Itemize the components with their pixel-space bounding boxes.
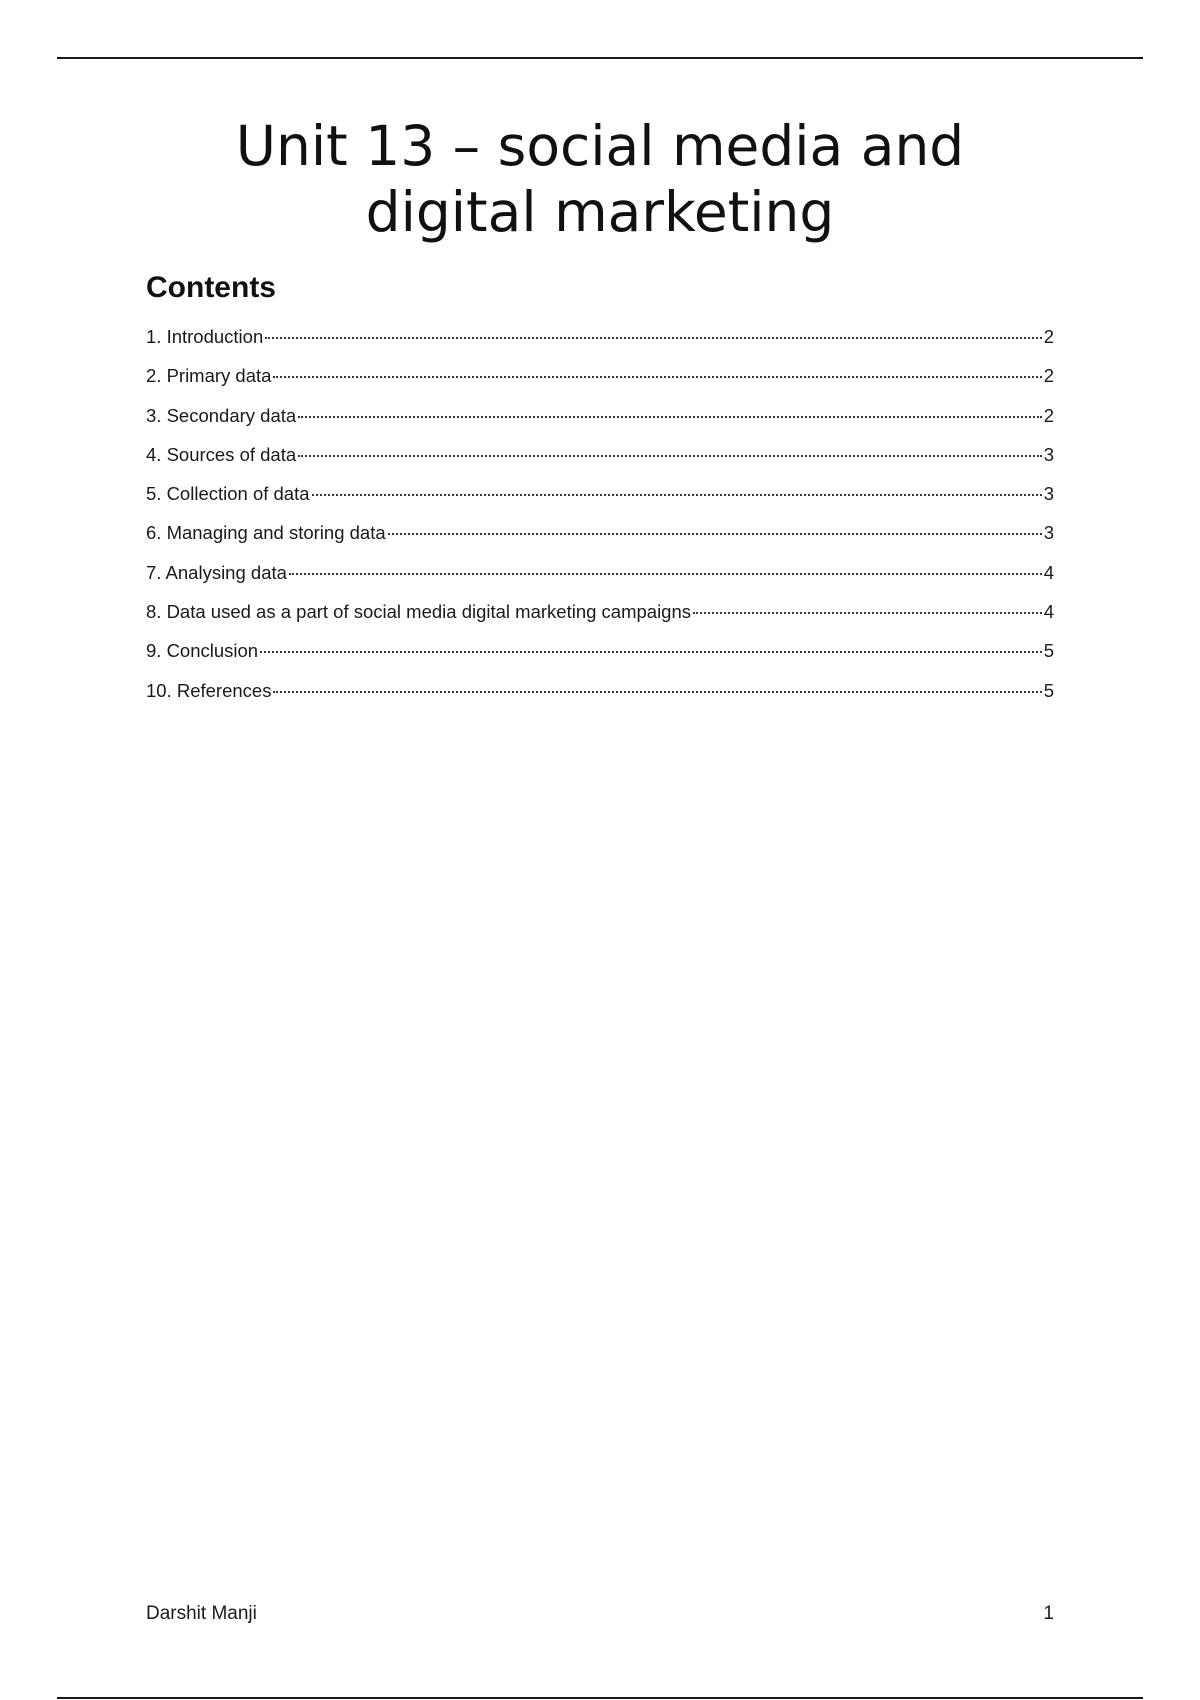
footer-page-number: 1 bbox=[1043, 1603, 1054, 1624]
toc-entry-page: 2 bbox=[1043, 326, 1054, 347]
toc-leader-dots bbox=[273, 691, 1041, 693]
toc-leader-dots bbox=[298, 455, 1042, 457]
toc-entry-label: 9. Conclusion bbox=[146, 640, 259, 662]
contents-heading: Contents bbox=[146, 271, 276, 304]
toc-entry-primary-data[interactable] bbox=[146, 361, 1054, 400]
toc-entry-sources-of-data[interactable] bbox=[146, 440, 1054, 479]
toc-entry-introduction[interactable] bbox=[146, 322, 1054, 361]
toc-leader-dots bbox=[273, 376, 1041, 378]
toc-leader-dots bbox=[260, 651, 1042, 653]
toc-entry-conclusion[interactable] bbox=[146, 636, 1054, 675]
toc-entry-label: 2. Primary data bbox=[146, 365, 272, 387]
toc-entry-label: 7. Analysing data bbox=[146, 561, 287, 583]
toc-entry-managing-and-storing-data[interactable] bbox=[146, 518, 1054, 557]
toc-entry-page: 2 bbox=[1043, 404, 1054, 426]
document-title: Unit 13 – social media and digital marketing bbox=[235, 114, 965, 244]
toc-entry-analysing-data[interactable] bbox=[146, 558, 1054, 597]
toc-entry-label: 10. References bbox=[146, 679, 272, 701]
toc-entry-page: 4 bbox=[1043, 601, 1054, 623]
footer-author: Darshit Manji bbox=[146, 1603, 257, 1624]
toc-entry-label: 8. Data used as a part of social media digital marketing campaigns bbox=[146, 601, 692, 623]
toc-entry-label: 1. Introduction bbox=[146, 326, 264, 347]
toc-leader-dots bbox=[298, 416, 1042, 418]
toc-leader-dots bbox=[265, 337, 1041, 339]
toc-leader-dots bbox=[388, 533, 1042, 535]
toc-entry-page: 4 bbox=[1043, 561, 1054, 583]
toc-leader-dots bbox=[312, 494, 1042, 496]
toc-entry-page: 2 bbox=[1043, 365, 1054, 387]
table-of-contents bbox=[146, 322, 1054, 715]
toc-entry-page: 5 bbox=[1043, 640, 1054, 662]
toc-entry-page: 3 bbox=[1043, 443, 1054, 465]
toc-entry-page: 5 bbox=[1043, 679, 1054, 701]
toc-entry-page: 3 bbox=[1043, 483, 1054, 505]
toc-entry-label: 6. Managing and storing data bbox=[146, 522, 386, 544]
toc-entry-label: 4. Sources of data bbox=[146, 443, 297, 465]
toc-entry-collection-of-data[interactable] bbox=[146, 479, 1054, 518]
footer-rule bbox=[57, 1697, 1143, 1699]
toc-entry-page: 3 bbox=[1043, 522, 1054, 544]
toc-leader-dots bbox=[289, 573, 1042, 575]
toc-leader-dots bbox=[693, 612, 1042, 614]
toc-entry-label: 5. Collection of data bbox=[146, 483, 310, 505]
header-rule bbox=[57, 57, 1143, 59]
toc-entry-secondary-data[interactable] bbox=[146, 401, 1054, 440]
toc-entry-data-used-in-campaigns[interactable] bbox=[146, 597, 1054, 636]
toc-entry-label: 3. Secondary data bbox=[146, 404, 297, 426]
toc-entry-references[interactable] bbox=[146, 676, 1054, 715]
